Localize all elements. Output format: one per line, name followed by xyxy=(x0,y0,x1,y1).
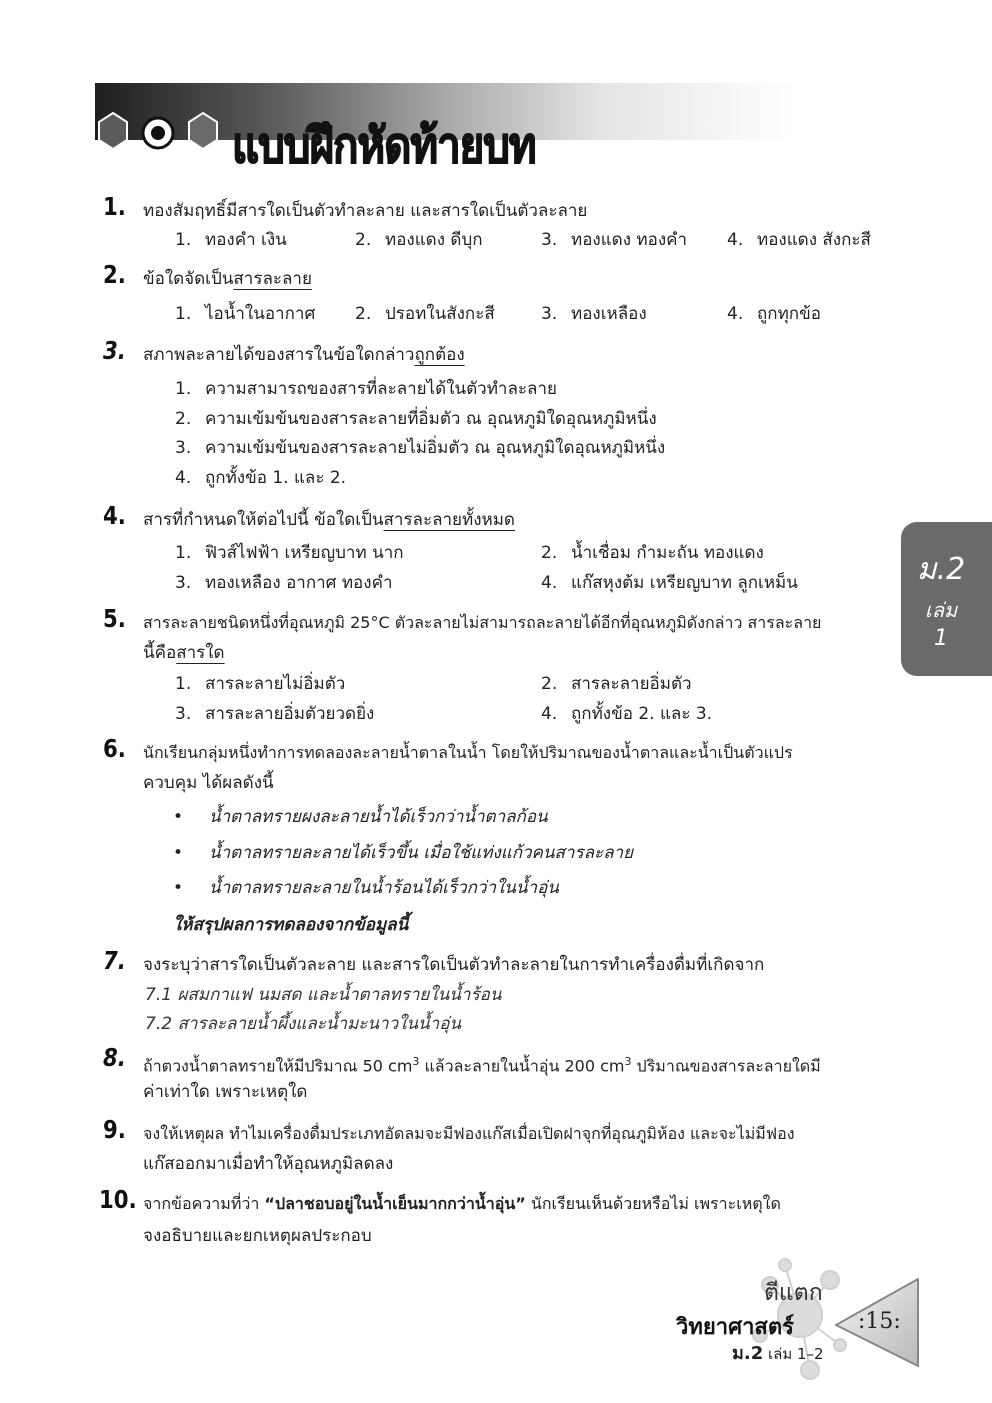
question-text-line2: ควบคุม ได้ผลดังนี้ xyxy=(143,773,274,793)
bullet-icon: • xyxy=(173,878,184,898)
option-4: 4. ถูกทั้งข้อ 1. และ 2. xyxy=(175,468,347,488)
option-3: 3. ทองแดง ทองคำ xyxy=(541,230,688,250)
bullet-icon: • xyxy=(173,843,184,863)
option-4: 4. ถูกทุกข้อ xyxy=(727,304,821,324)
option-1: 1. ไอน้ำในอากาศ xyxy=(175,304,316,324)
option-1: 1. สารละลายไม่อิ่มตัว xyxy=(175,674,346,694)
question-number: 5. xyxy=(103,604,126,633)
hexagon-icon xyxy=(188,112,218,150)
brand-line-3: ม.2 เล่ม 1–2 xyxy=(732,1343,824,1364)
option-2: 2. ปรอทในสังกะสี xyxy=(355,304,495,324)
question-text-line2: ค่าเท่าใด เพราะเหตุใด xyxy=(143,1082,308,1102)
question-text: ข้อใดจัดเป็นสารละลาย xyxy=(143,269,312,289)
question-number: 4. xyxy=(103,501,126,530)
bullet-item: • น้ำตาลทรายละลายในน้ำร้อนได้เร็วกว่าในน้ำอุ่น xyxy=(173,873,559,903)
question-text-line1: นักเรียนกลุ่มหนึ่งทำการทดลองละลายน้ำตาลในน้ำ โดยให้ปริมาณของน้ำตาลและน้ำเป็นตัวแปร xyxy=(143,743,793,762)
grade-label: ม.2 xyxy=(916,552,966,587)
question-text-line2: นี้คือสารใด xyxy=(143,643,225,663)
question-text-line1: จากข้อความที่ว่า “ปลาชอบอยู่ในน้ำเย็นมากกว่าน้ำอุ่น” นักเรียนเห็นด้วยหรือไม่ เพราะเหตุใด xyxy=(143,1194,781,1213)
option-1: 1. ทองคำ เงิน xyxy=(175,230,287,250)
bullet-item: • น้ำตาลทรายผงละลายน้ำได้เร็วกว่าน้ำตาลก้อน xyxy=(173,802,548,832)
subitem-7-2: 7.2 สารละลายน้ำผึ้งและน้ำมะนาวในน้ำอุ่น xyxy=(145,1014,462,1034)
question-text: ทองสัมฤทธิ์มีสารใดเป็นตัวทำละลาย และสารใดเป็นตัวละลาย xyxy=(143,201,588,221)
question-number: 10. xyxy=(99,1185,137,1214)
volume-label: เล่ม xyxy=(924,598,958,622)
hexagon-icon xyxy=(98,112,128,150)
option-2: 2. ทองแดง ดีบุก xyxy=(355,230,483,250)
option-3: 3. ทองเหลือง xyxy=(541,304,647,324)
option-3: 3. ความเข้มข้นของสารละลายไม่อิ่มตัว ณ อุณหภูมิใดอุณหภูมิหนึ่ง xyxy=(175,438,666,458)
question-text: สภาพละลายได้ของสารในข้อใดกล่าวถูกต้อง xyxy=(143,345,465,365)
page-title: แบบฝึกหัดท้ายบท xyxy=(232,117,536,174)
option-1: 1. ความสามารถของสารที่ละลายได้ในตัวทำละลาย xyxy=(175,379,557,399)
grade-volume-tab xyxy=(901,522,992,676)
question-number: 1. xyxy=(103,192,126,221)
target-icon xyxy=(141,116,175,150)
option-4: 4. ทองแดง สังกะสี xyxy=(727,230,871,250)
subitem-7-1: 7.1 ผสมกาแฟ นมสด และน้ำตาลทรายในน้ำร้อน xyxy=(145,985,502,1005)
bullet-icon: • xyxy=(173,807,184,827)
question-number: 2. xyxy=(103,260,126,289)
question-number: 3. xyxy=(103,336,126,365)
option-4: 4. แก๊สหุงต้ม เหรียญบาท ลูกเหม็น xyxy=(541,573,798,593)
option-1: 1. ฟิวส์ไฟฟ้า เหรียญบาท นาก xyxy=(175,543,404,563)
option-3: 3. สารละลายอิ่มตัวยวดยิ่ง xyxy=(175,704,375,724)
question-text: จงระบุว่าสารใดเป็นตัวละลาย และสารใดเป็นตัวทำละลายในการทำเครื่องดื่มที่เกิดจาก xyxy=(143,955,765,975)
header-icons xyxy=(96,112,226,160)
brand-line-1: ตีแตก xyxy=(764,1280,823,1306)
conclusion-prompt: ให้สรุปผลการทดลองจากข้อมูลนี้ xyxy=(173,915,409,935)
option-2: 2. น้ำเชื่อม กำมะถัน ทองแดง xyxy=(541,543,764,563)
question-number: 6. xyxy=(103,734,126,763)
question-number: 9. xyxy=(103,1115,126,1144)
question-text-line1: จงให้เหตุผล ทำไมเครื่องดื่มประเภทอัดลมจะมีฟองแก๊สเมื่อเปิดฝาจุกที่อุณภูมิห้อง และจะไม่มีฟอง xyxy=(143,1124,795,1143)
page-number: :15: xyxy=(858,1309,901,1334)
brand-line-2: วิทยาศาสตร์ xyxy=(676,1315,794,1340)
question-number: 8. xyxy=(103,1043,126,1072)
option-2: 2. ความเข้มข้นของสารละลายที่อิ่มตัว ณ อุณหภูมิใดอุณหภูมิหนึ่ง xyxy=(175,409,657,429)
option-2: 2. สารละลายอิ่มตัว xyxy=(541,674,692,694)
question-text: สารที่กำหนดให้ต่อไปนี้ ข้อใดเป็นสารละลายทั้งหมด xyxy=(143,510,515,530)
bullet-item: • น้ำตาลทรายละลายได้เร็วขึ้น เมื่อใช้แท่งแก้วคนสารละลาย xyxy=(173,838,633,868)
question-number: 7. xyxy=(103,946,126,975)
option-4: 4. ถูกทั้งข้อ 2. และ 3. xyxy=(541,704,713,724)
question-text-line1: ถ้าตวงน้ำตาลทรายให้มีปริมาณ 50 $cm^3$ แล้วละลายในน้ำอุ่น 200 $cm^3$ ปริมาณของสารละลายใดมี xyxy=(143,1055,821,1076)
question-text-line1: สารละลายชนิดหนึ่งที่อุณหภูมิ 25°C ตัวละลายไม่สามารถละลายได้อีกที่อุณหภูมิดังกล่าว สารละลาย xyxy=(143,613,822,632)
question-text-line2: จงอธิบายและยกเหตุผลประกอบ xyxy=(143,1226,372,1246)
volume-number: 1 xyxy=(934,626,948,651)
question-text-line2: แก๊สออกมาเมื่อทำให้อุณหภูมิลดลง xyxy=(143,1154,394,1174)
option-3: 3. ทองเหลือง อากาศ ทองคำ xyxy=(175,573,393,593)
